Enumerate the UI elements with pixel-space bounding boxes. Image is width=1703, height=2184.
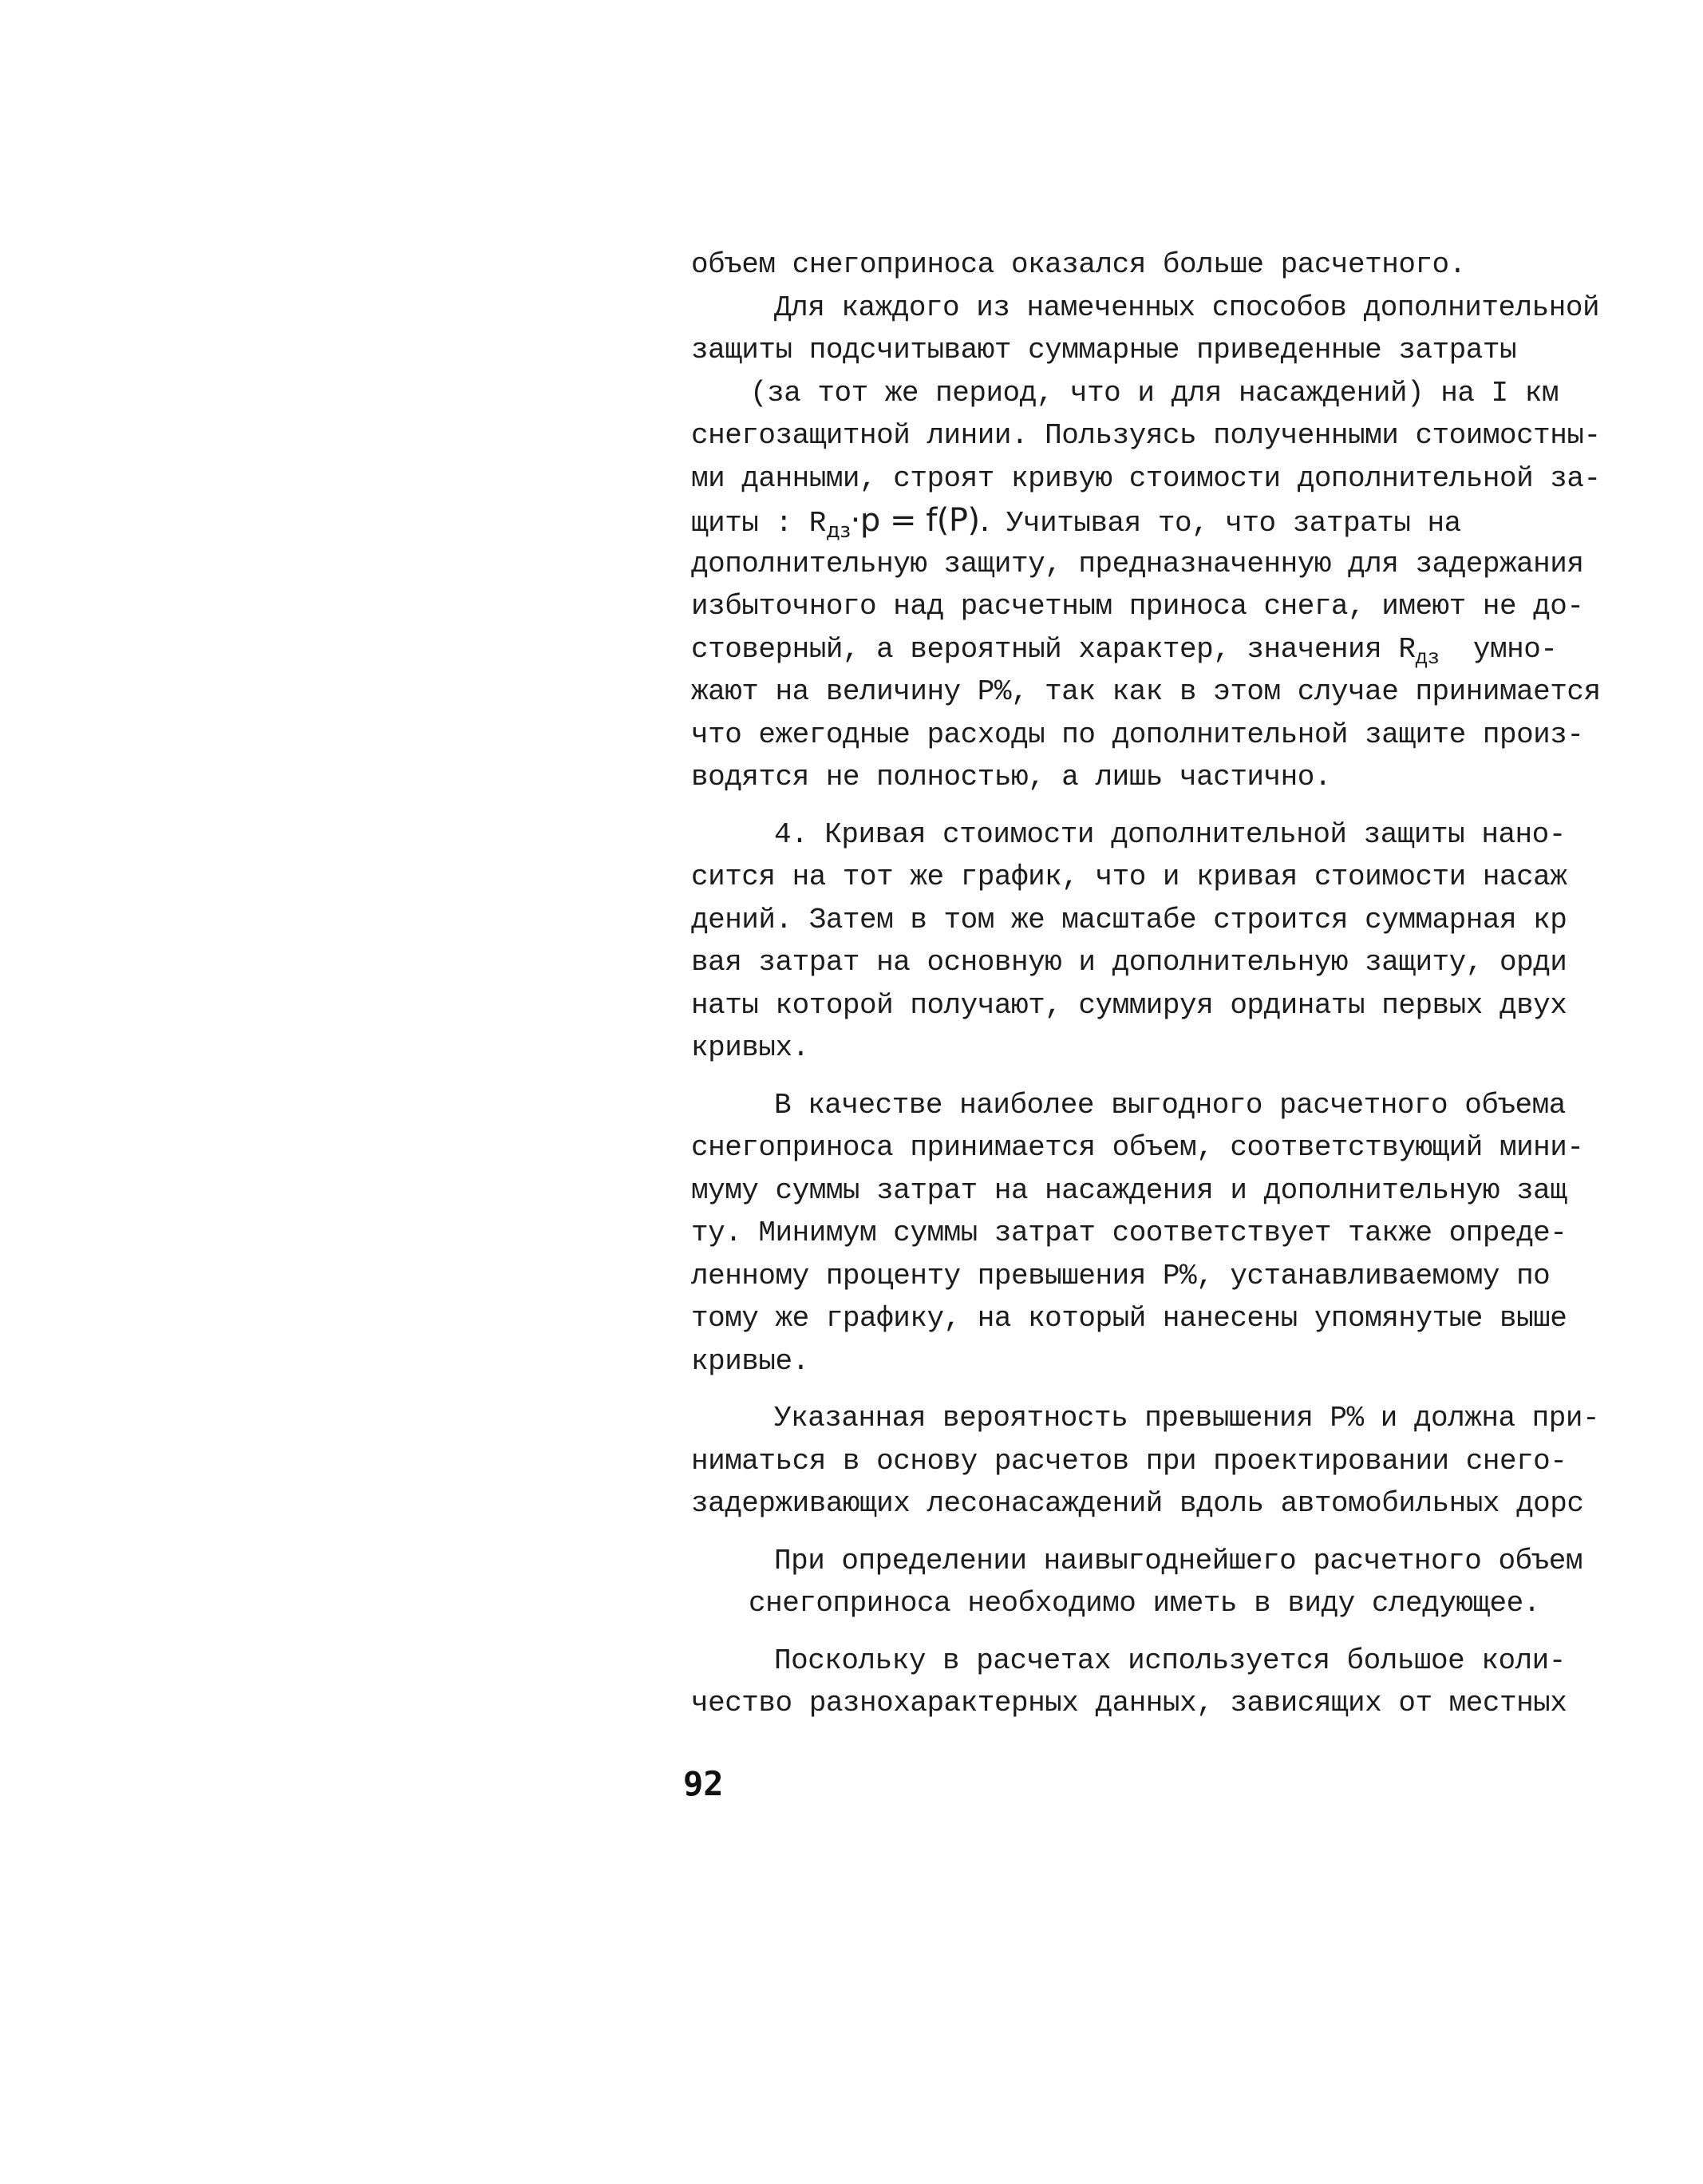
text-line: кривых. <box>691 1031 809 1064</box>
text-line: снегоприноса необходимо иметь в виду следующее. <box>749 1587 1540 1620</box>
text-line: вая затрат на основную и дополнительную защиту, орди <box>691 946 1567 979</box>
text-line: чество разнохарактерных данных, зависящих от местных <box>691 1687 1567 1719</box>
text-line: сится на тот же график, что и кривая стоимости насаж <box>691 861 1567 893</box>
text-line: Указанная вероятность превышения Р% и должна при- <box>774 1402 1600 1434</box>
text-line: задерживающих лесонасаждений вдоль автомобильных дорс <box>691 1487 1584 1520</box>
text-line: кривые. <box>691 1344 809 1378</box>
paragraph-gap <box>691 1070 1633 1084</box>
text-fragment: щиты : R <box>691 507 826 540</box>
text-line: ми данными, строят кривую стоимости дополнительной за- <box>691 461 1601 495</box>
text-line: защиты подсчитывают суммарные приведенные затраты <box>691 334 1517 366</box>
text-line: что ежегодные расходы по дополнительной защите произ- <box>691 718 1584 751</box>
page-number: 92 <box>683 1764 724 1803</box>
text-line: (за тот же период, что и для насаждений) на I км <box>750 376 1559 410</box>
text-line-with-symbol <box>691 628 1633 671</box>
text-line: водятся не полностью, а лишь частично. <box>691 761 1331 793</box>
paragraph-gap <box>691 1625 1633 1640</box>
text-line: При определении наивыгоднейшего расчетного объем <box>774 1544 1582 1577</box>
text-line: В качестве наиболее выгодного расчетного объема <box>774 1088 1566 1122</box>
text-line: объем снегоприноса оказался больше расчетного. <box>691 248 1466 281</box>
text-fragment: стоверный, а вероятный характер, значения R <box>691 632 1416 666</box>
text-line: муму суммы затрат на насаждения и дополнительную защ <box>691 1173 1567 1207</box>
text-line: тому же графику, на который нанесены упомянутые выше <box>691 1302 1567 1335</box>
text-line: дений. Затем в том же масштабе строится суммарная кр <box>691 903 1567 936</box>
text-line: ту. Минимум суммы затрат соответствует также опреде- <box>691 1217 1567 1249</box>
text-fragment: Учитывая то, что затраты на <box>989 507 1461 540</box>
body-text <box>691 243 1633 1725</box>
text-line: дополнительную защиту, предназначенную для задержания <box>691 547 1584 580</box>
paragraph-gap <box>691 1525 1633 1540</box>
paragraph-gap <box>691 799 1633 813</box>
text-line: ниматься в основу расчетов при проектировании снего- <box>691 1444 1567 1478</box>
text-line: снегозащитной линии. Пользуясь полученными стоимостны- <box>691 419 1601 452</box>
text-line: 4. Кривая стоимости дополнительной защиты нано- <box>774 817 1566 851</box>
text-line: наты которой получают, суммируя ординаты первых двух <box>691 988 1567 1022</box>
text-line: избыточного над расчетным приноса снега, имеют не до- <box>691 590 1584 623</box>
text-line: ленному проценту превышения Р%, устанавливаемому по <box>691 1259 1551 1292</box>
text-line: Поскольку в расчетах используется большое коли- <box>774 1644 1566 1677</box>
text-line: Для каждого из намеченных способов дополнительной <box>774 291 1600 324</box>
text-line: снегоприноса принимается объем, соответствующий мини- <box>691 1131 1584 1164</box>
text-line: жают на величину Р%, так как в этом случае принимается <box>691 675 1601 708</box>
symbol-subscript: дз <box>1415 645 1440 670</box>
formula-subscript: дз <box>825 519 851 544</box>
paragraph-gap <box>691 1383 1633 1397</box>
formula-line <box>691 500 1633 543</box>
text-fragment: умно- <box>1439 632 1558 666</box>
formula: ·p = f(P). <box>850 502 990 539</box>
